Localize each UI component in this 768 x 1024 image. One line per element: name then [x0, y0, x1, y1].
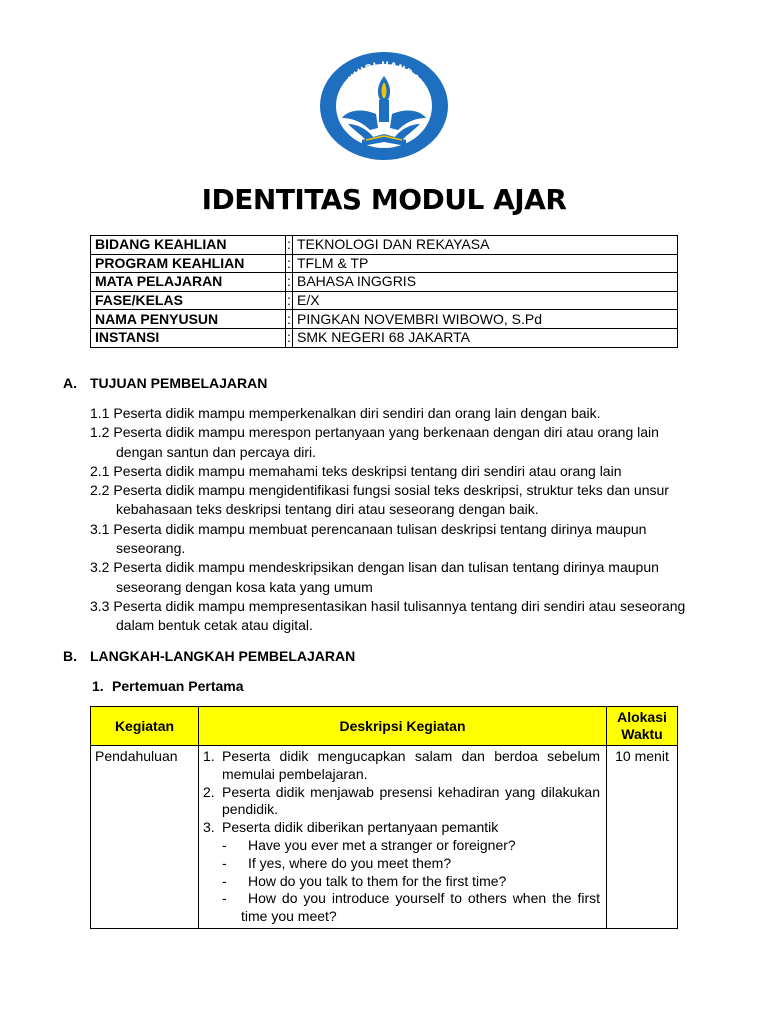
identity-table	[90, 235, 678, 348]
identity-key: MATA PELAJARAN	[91, 273, 286, 292]
learning-goal-item: 2.2 Peserta didik mampu mengidentifikasi fungsi sosial teks deskripsi, struktur teks dan unsur kebahasaan teks deskripsi tentang diri atau seseorang dengan baik.	[90, 482, 669, 518]
section-b-title: LANGKAH-LANGKAH PEMBELAJARAN	[90, 648, 356, 664]
question-text: How do you introduce yourself to others when the first time you meet?	[241, 890, 600, 925]
activity-step	[203, 748, 600, 784]
question-text: How do you talk to them for the first time?	[248, 872, 507, 889]
learning-goal-item: 3.3 Peserta didik mampu mempresentasikan hasil tulisannya tentang diri sendiri atau seseorang dalam bentuk cetak atau digital.	[90, 597, 686, 634]
question-dash: -	[222, 890, 227, 907]
pemantik-question	[222, 890, 600, 926]
question-text: If yes, where do you meet them?	[248, 854, 452, 871]
identity-value: PINGKAN NOVEMBRI WIBOWO, S.Pd	[293, 310, 678, 329]
section-b-letter: B.	[63, 648, 77, 664]
identity-separator: :	[287, 329, 291, 346]
activity-row	[91, 746, 678, 929]
section-a-heading	[63, 375, 267, 391]
identity-separator: :	[287, 310, 291, 327]
header-kegiatan: Kegiatan	[91, 707, 199, 746]
activity-kegiatan: Pendahuluan	[91, 746, 199, 929]
pemantik-question	[222, 873, 600, 891]
identity-key: FASE/KELAS	[91, 291, 286, 310]
identity-value: SMK NEGERI 68 JAKARTA	[293, 328, 678, 347]
identity-separator: :	[287, 292, 291, 309]
step-number: 1.	[203, 748, 215, 764]
learning-goal-item: 3.1 Peserta didik mampu membuat perencanaan tulisan deskripsi tentang dirinya maupun seseorang.	[90, 520, 647, 557]
pemantik-question	[222, 855, 600, 873]
step-number: 3.	[203, 819, 215, 836]
page-title: IDENTITAS MODUL AJAR	[201, 183, 567, 216]
section-a-letter: A.	[63, 375, 77, 391]
identity-row	[91, 291, 678, 310]
learning-goal-item: 2.1 Peserta didik mampu memahami teks deskripsi tentang diri sendiri atau orang lain	[90, 462, 622, 479]
identity-key: INSTANSI	[91, 328, 286, 347]
learning-goal-item: 1.1 Peserta didik mampu memperkenalkan diri sendiri dan orang lain dengan baik.	[90, 405, 601, 421]
identity-row	[91, 328, 678, 347]
identity-separator: :	[287, 273, 291, 290]
question-dash: -	[222, 854, 227, 871]
activity-alokasi: 10 menit	[607, 746, 678, 929]
identity-value: E/X	[293, 291, 678, 310]
activity-steps	[203, 748, 600, 837]
identity-row	[91, 273, 678, 292]
activity-step	[203, 819, 600, 837]
pemantik-question	[222, 837, 600, 855]
activity-deskripsi	[199, 746, 607, 929]
identity-value: TEKNOLOGI DAN REKAYASA	[293, 236, 678, 255]
section-b-heading	[63, 648, 355, 664]
learning-goal-item: 3.2 Peserta didik mampu mendeskripsikan dengan lisan dan tulisan tentang dirinya maupun seseorang dengan kosa kata yang umum	[90, 559, 659, 595]
meeting-heading	[92, 678, 244, 694]
identity-key: NAMA PENYUSUN	[91, 310, 286, 329]
identity-separator: :	[287, 236, 291, 253]
header-alokasi: Alokasi Waktu	[607, 707, 678, 746]
activity-table	[90, 706, 678, 929]
meeting-number: 1.	[92, 678, 104, 694]
step-number: 2.	[203, 783, 215, 800]
learning-goals-list	[90, 404, 690, 636]
question-dash: -	[222, 872, 227, 889]
step-text: Peserta didik mengucapkan salam dan berdoa sebelum memulai pembelajaran.	[222, 748, 600, 782]
section-a-title: TUJUAN PEMBELAJARAN	[90, 375, 268, 391]
step-text: Peserta didik menjawab presensi kehadiran yang dilakukan pendidik.	[222, 783, 600, 818]
identity-value: BAHASA INGGRIS	[293, 273, 678, 292]
tut-wuri-handayani-logo	[318, 50, 450, 162]
identity-value: TFLM & TP	[293, 254, 678, 273]
logo-motto-text: TUT WURI HANDAYANI	[336, 60, 432, 106]
activity-step	[203, 784, 600, 820]
identity-row	[91, 254, 678, 273]
header-deskripsi: Deskripsi Kegiatan	[199, 707, 607, 746]
identity-separator: :	[287, 254, 291, 271]
learning-goal-item: 1.2 Peserta didik mampu merespon pertanyaan yang berkenaan dengan diri atau orang lain dengan santun dan percaya diri.	[90, 424, 659, 460]
identity-row	[91, 236, 678, 255]
meeting-title: Pertemuan Pertama	[112, 678, 244, 694]
pemantik-questions	[203, 837, 600, 926]
step-text: Peserta didik diberikan pertanyaan pemantik	[222, 819, 499, 836]
question-dash: -	[222, 836, 227, 853]
identity-row	[91, 310, 678, 329]
identity-key: BIDANG KEAHLIAN	[91, 236, 286, 255]
identity-key: PROGRAM KEAHLIAN	[91, 254, 286, 273]
question-text: Have you ever met a stranger or foreigner?	[248, 836, 516, 853]
